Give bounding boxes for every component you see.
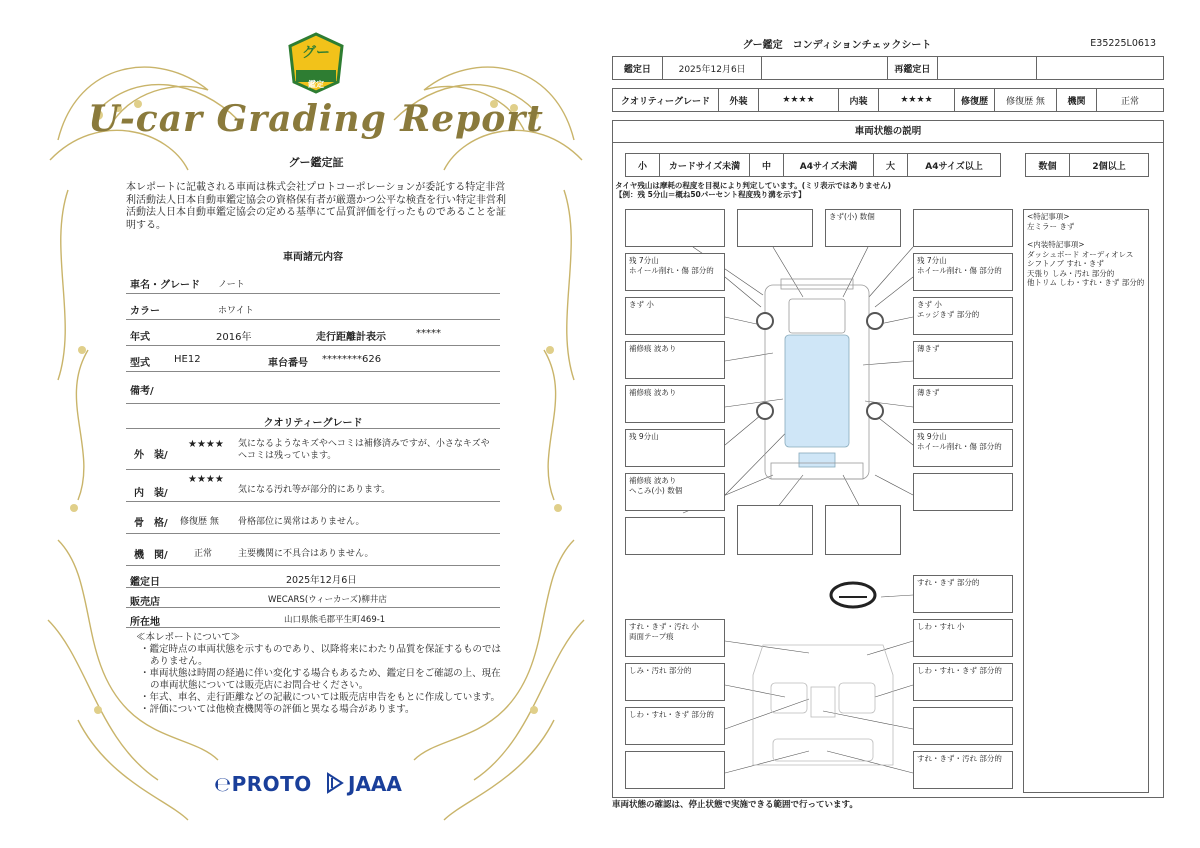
note-box-front-1 <box>737 209 813 247</box>
certificate-text: 本レポートに記載される車両は株式会社プロトコーポレーションが委託する特定非営利活動法人日本自動車鑑定協会の資格保有者が厳選かつ公平な検査を行い特定非営利活動法人日本自動車鑑定協会の定める基準にて品質評価を行ったものであることを証明する。 <box>126 182 506 231</box>
note-box-front-left <box>625 209 725 247</box>
proto-logo: ℮PROTO <box>214 772 312 796</box>
note-box-right-3: 薄きず <box>913 341 1013 379</box>
row-engine: 機 関/ 正常 主要機関に不具合はありません。 <box>126 536 500 566</box>
quality-title: クオリティーグレード <box>263 418 363 429</box>
note-box-left-5: 残 9分山 <box>625 429 725 467</box>
row-model: 型式 HE12 車台番号 ********626 <box>126 348 500 372</box>
note-box-rear-1 <box>737 505 813 555</box>
row-name: 車名・グレード ノート <box>126 270 500 294</box>
badge-sub: 鑑定 <box>308 80 324 89</box>
special-notes: <特記事項> 左ミラー きず <内装特記事項> ダッシュボード オーディオレス シフトノブ すれ・きず 天張り しみ・汚れ 部分的 他トリム しわ・すれ・きず 部分的 <box>1023 209 1149 793</box>
note-box-steering: すれ・きず 部分的 <box>913 575 1013 613</box>
row-color: カラー ホワイト <box>126 296 500 320</box>
note-box-interior-8: すれ・きず・汚れ 部分的 <box>913 751 1013 789</box>
note-item: ・年式、車名、走行距離などの記載については販売店申告をもとに作成しています。 <box>140 692 501 703</box>
jaaa-mark-icon <box>326 772 344 794</box>
jaaa-logo: JAAA <box>326 772 402 796</box>
note-box-left-4: 補修痕 波あり <box>625 385 725 423</box>
condition-check-sheet <box>612 34 1164 814</box>
note-box-left-2: きず 小 <box>625 297 725 335</box>
row-exterior: 外 装/ ★★★★ 気になるようなキズやヘコミは補修済みですが、小さなキズやヘコミは残っています。 <box>126 434 500 470</box>
note-box-right-5: 残 9分山 ホイール削れ・傷 部分的 <box>913 429 1013 467</box>
note-box-right-4: 薄きず <box>913 385 1013 423</box>
row-shop: 販売店 WECARS(ウィーカーズ)柳井店 <box>126 590 500 608</box>
certificate-title: グー鑑定証 <box>288 156 344 169</box>
sheet-title: グー鑑定 コンディションチェックシート <box>742 40 932 51</box>
logo-area <box>214 772 434 802</box>
note-item: ・車両状態は時間の経過に伴い変化する場合もあるため、鑑定日をご確認の上、現在の車両状態については販売店にお問合せください。 <box>140 668 501 691</box>
note-box-interior-5: しわ・すれ・きず 部分的 <box>625 707 725 745</box>
note-box-interior-7 <box>625 751 725 789</box>
note-box-right-1: 残 7分山 ホイール削れ・傷 部分的 <box>913 253 1013 291</box>
quality-divider <box>126 428 500 429</box>
note-box-left-6: 補修痕 波あり へこみ(小) 数個 <box>625 473 725 511</box>
steering-wheel-icon <box>831 583 875 607</box>
grading-certificate <box>38 20 594 832</box>
report-script-title: U-car Grading Report <box>88 98 544 140</box>
car-exterior-outline <box>765 279 869 479</box>
specs-title: 車両諸元内容 <box>283 252 343 263</box>
note-box-interior-2: しわ・すれ 小 <box>913 619 1013 657</box>
row-address: 所在地 山口県熊毛郡平生町469-1 <box>126 610 500 628</box>
row-interior: 内 装/ ★★★★ 気になる汚れ等が部分的にあります。 <box>126 472 500 502</box>
badge-text: グー <box>302 45 330 61</box>
count-legend: 数個 2個以上 <box>1025 153 1149 177</box>
condition-title: 車両状態の説明 <box>613 121 1163 143</box>
note-box-right-2: きず 小 エッジきず 部分的 <box>913 297 1013 335</box>
sheet-footer: 車両状態の確認は、停止状態で実施できる範囲で行っています。 <box>612 800 858 810</box>
notes-title: ≪本レポートについて≫ <box>136 632 241 643</box>
date-table: 鑑定日 2025年12月6日 再鑑定日 <box>612 56 1164 80</box>
car-interior-outline <box>753 645 893 765</box>
note-box-right-6 <box>913 473 1013 511</box>
grade-table: クオリティーグレード 外装 ★★★★ 内装 ★★★★ 修復歴 修復歴 無 機関 正常 <box>612 88 1164 112</box>
note-box-interior-1: すれ・きず・汚れ 小 両面テープ痕 <box>625 619 725 657</box>
note-box-left-1: 残 7分山 ホイール削れ・傷 部分的 <box>625 253 725 291</box>
row-year: 年式 2016年 走行距離計表示 ***** <box>126 322 500 346</box>
row-frame: 骨 格/ 修復歴 無 骨格部位に異常はありません。 <box>126 504 500 534</box>
tire-note: タイヤ残山は摩耗の程度を目視により判定しています。(ミリ表示ではありません) 【例：残 5分山＝概ね50パーセント程度残り溝を示す】 <box>615 181 892 199</box>
note-box-front-2: きず(小) 数個 <box>825 209 901 247</box>
note-box-left-3: 補修痕 波あり <box>625 341 725 379</box>
row-date: 鑑定日 2025年12月6日 <box>126 568 500 588</box>
vehicle-condition-box <box>612 120 1164 798</box>
sheet-id: E35225L0613 <box>1090 38 1156 49</box>
size-legend: 小 カードサイズ未満 中 A4サイズ未満 大 A4サイズ以上 <box>625 153 1001 177</box>
note-item: ・鑑定時点の車両状態を示すものであり、以降将来にわたり品質を保証するものではありません。 <box>140 644 502 667</box>
note-box-interior-3: しみ・汚れ 部分的 <box>625 663 725 701</box>
note-box-interior-4: しわ・すれ・きず 部分的 <box>913 663 1013 701</box>
note-item: ・評価については他検査機関等の評価と異なる場合があります。 <box>140 704 415 715</box>
note-box-interior-6 <box>913 707 1013 745</box>
row-remarks: 備考/ <box>126 374 500 404</box>
note-box-front-right <box>913 209 1013 247</box>
report-notes <box>136 632 506 716</box>
note-box-rear-left <box>625 517 725 555</box>
note-box-rear-2 <box>825 505 901 555</box>
